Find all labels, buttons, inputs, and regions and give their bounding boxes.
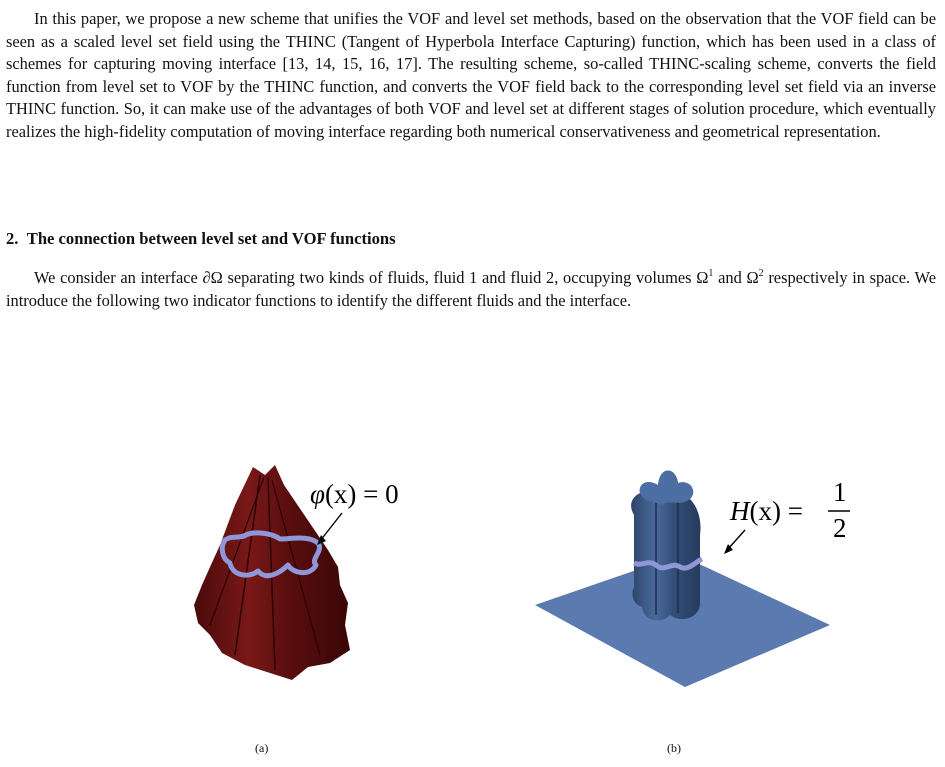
fraction-denominator: 2 [833, 513, 847, 543]
paragraph-part1: We consider an interface ∂Ω separating two kinds of fluids, fluid 1 and fluid 2, occupying volumes Ω [34, 268, 709, 287]
phi-label [310, 479, 399, 509]
phi-label-rest: (x) = 0 [324, 479, 399, 509]
section-number: 2. [6, 229, 19, 248]
intro-paragraph [6, 8, 936, 143]
vof-column-top [640, 471, 693, 506]
figure-a-level-set-surface [180, 455, 420, 705]
figure-b-caption: (b) [667, 741, 681, 755]
H-symbol: H [730, 496, 750, 526]
H-label-mid: (x) = [749, 496, 803, 526]
section-paragraph [6, 267, 936, 312]
section-title: The connection between level set and VOF functions [26, 229, 396, 248]
phi-symbol: φ [310, 479, 325, 509]
paragraph-part2: and Ω [713, 268, 759, 287]
section-heading [6, 229, 396, 249]
H-label [729, 496, 803, 526]
annotation-arrow-b [728, 530, 745, 549]
figure-a-caption: (a) [255, 741, 269, 755]
superscript-2: 2 [758, 267, 764, 279]
annotation-arrow [320, 513, 342, 541]
intro-paragraph-text: In this paper, we propose a new scheme that unifies the VOF and level set methods, based on the observation that the VOF field can be seen as a scaled level set field using the THINC (Tangent of Hyperbola Interface Capturing) function, which has been used in a class of schemes for capturing moving interface [13, 14, 15, 16, 17]. The resulting scheme, so-called THINC-scaling scheme, converts the field function from level set to VOF by the THINC function, and converts the VOF field back to the corresponding level set field via an inverse THINC function. So, it can make use of the advantages of both VOF and level set at different stages of solution procedure, which eventually realizes the high-fidelity computation of moving interface regarding both numerical conservativeness and geometrical representation. [6, 9, 936, 141]
superscript-1: 1 [708, 267, 714, 279]
fraction-numerator: 1 [833, 477, 847, 507]
figure-b-vof-surface [530, 455, 850, 695]
paragraph-part3: respectively in space. We introduce the following two indicator functions to identify the different fluids and the interface. [6, 268, 936, 310]
